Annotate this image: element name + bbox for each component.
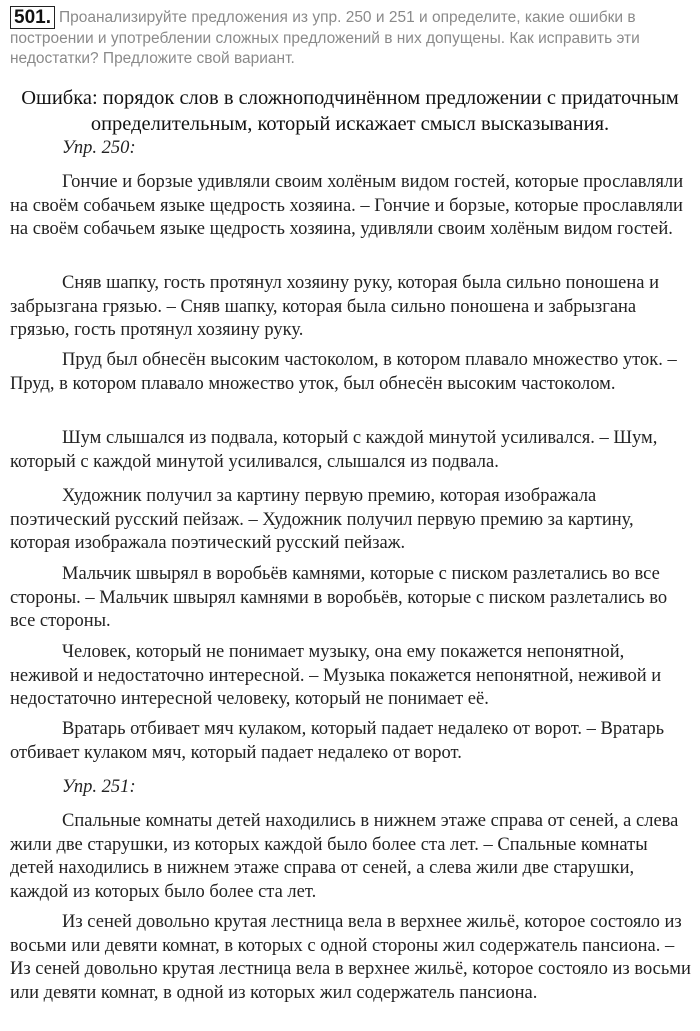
- exercise-number: 501.: [10, 6, 55, 29]
- exercise-251-label: Упр. 251:: [62, 777, 136, 797]
- sentence-251-1: Спальные комнаты детей находились в нижнем этаже справа от сеней, а слева жили две старушки, из которых каждой было более ста лет. – Спальные комнаты детей находились в нижнем этаже справа от сеней, а слева жили две старушки, каждой из которых было более ста лет.: [10, 811, 679, 902]
- task-text: Проанализируйте предложения из упр. 250 и 251 и определите, какие ошибки в построении и употреблении сложных предложений в них допущены. Как исправить эти недостатки? Предложите свой вариант.: [10, 9, 640, 67]
- answer-heading: Ошибка: порядок слов в сложноподчинённом предложении с придаточным определительным, который искажает смысл высказывания.: [21, 87, 679, 135]
- sentence-250-6: Мальчик швырял в воробьёв камнями, которые с писком разлетались во все стороны. – Мальчик швырял камнями в воробьёв, которые с писком разлетались во все стороны.: [10, 564, 668, 631]
- sentence-251-2: Из сеней довольно крутая лестница вела в верхнее жильё, которое состояло из восьми или девяти комнат, в которых с одной стороны жил содержатель пансиона. – Из сеней довольно крутая лестница вела в верхнее жильё, которое состояло из восьми или девяти комнат, в одной из которых жил содержатель пансиона.: [10, 912, 691, 1003]
- sentence-250-1: Гончие и борзые удивляли своим холёным видом гостей, которые прославляли на своём собачьем языке щедрость хозяина. – Гончие и борзые, которые прославляли на своём собачьем языке щедрость хозяина, удивляли своим холёным видом гостей.: [10, 172, 684, 239]
- sentence-250-4: Шум слышался из подвала, который с каждой минутой усиливался. – Шум, который с каждой минутой усиливался, слышался из подвала.: [10, 428, 658, 472]
- sentence-250-7: Человек, который не понимает музыку, она ему покажется непонятной, неживой и недостаточно интересной. – Музыка покажется непонятной, неживой и недостаточно интересной человеку, который не понимает её.: [10, 642, 662, 709]
- sentence-250-3: Пруд был обнесён высоким частоколом, в котором плавало множество уток. – Пруд, в котором плавало множество уток, был обнесён высоким частоколом.: [10, 350, 677, 394]
- exercise-250-label: Упр. 250:: [62, 138, 136, 158]
- sentence-250-2: Сняв шапку, гость протянул хозяину руку, которая была сильно поношена и забрызгана грязью. – Сняв шапку, которая была сильно поношена и забрызгана грязью, гость протянул хозяину руку.: [10, 273, 660, 340]
- sentence-250-5: Художник получил за картину первую премию, которая изображала поэтический русский пейзаж. – Художник получил первую премию за картину, которая изображала поэтический русский пейзаж.: [10, 486, 634, 553]
- sentence-250-8: Вратарь отбивает мяч кулаком, который падает недалеко от ворот. – Вратарь отбивает кулаком мяч, который падает недалеко от ворот.: [10, 719, 665, 763]
- task-statement: [10, 6, 690, 69]
